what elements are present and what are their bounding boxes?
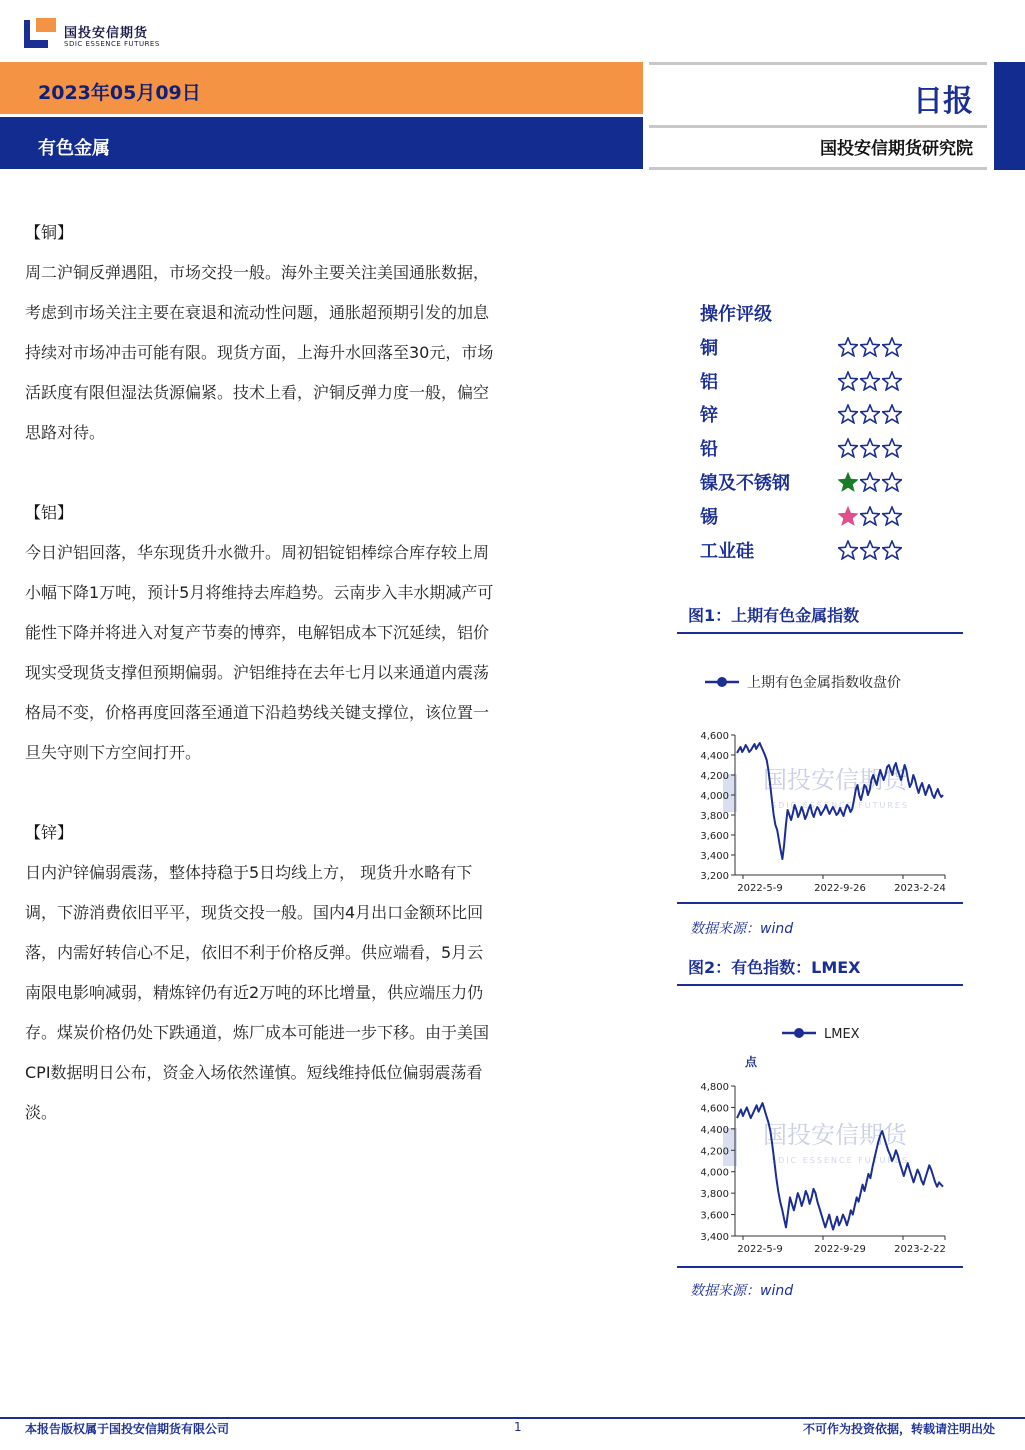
star-outline-icon — [882, 540, 902, 560]
y-tick-label: 4,200 — [700, 1146, 729, 1158]
star-outline-icon — [882, 438, 902, 458]
rating-item-name: 工业硅 — [700, 540, 754, 562]
paragraph-line: 旦失守则下方空间打开。 — [25, 743, 202, 762]
y-tick-label: 4,600 — [700, 1103, 729, 1115]
section-zinc — [25, 813, 610, 1133]
section-copper — [25, 213, 610, 453]
figure-2-source: 数据来源：wind — [690, 1283, 794, 1299]
rating-item-name: 锌 — [700, 405, 718, 427]
legend-label: LMEX — [824, 1027, 860, 1042]
y-tick-label: 3,200 — [700, 871, 729, 882]
section-title: 【铝】 — [25, 503, 74, 522]
report-type: 日报 — [913, 84, 973, 119]
rating-row — [700, 330, 960, 364]
company-logo — [24, 18, 224, 58]
x-tick-label: 2022-9-26 — [814, 883, 866, 894]
section-title: 【铜】 — [25, 223, 74, 242]
rating-item-name: 镍及不锈钢 — [700, 473, 790, 495]
rating-row — [700, 533, 960, 567]
logo-name-en: SDIC ESSENCE FUTURES — [64, 40, 160, 48]
report-date: 2023年05月09日 — [38, 82, 201, 104]
rating-stars — [838, 540, 902, 560]
star-filled-icon — [838, 472, 858, 492]
y-tick-label: 3,400 — [700, 1232, 729, 1243]
section-title: 【锌】 — [25, 823, 74, 842]
star-outline-icon — [860, 506, 880, 526]
rating-row — [700, 431, 960, 465]
star-outline-icon — [882, 404, 902, 424]
star-outline-icon — [838, 404, 858, 424]
y-tick-label: 3,800 — [700, 811, 729, 822]
star-outline-icon — [860, 438, 880, 458]
rating-row — [700, 465, 960, 499]
rating-item-name: 铅 — [700, 439, 718, 461]
paragraph-line: 日内沪锌偏弱震荡，整体持稳于5日均线上方， 现货升水略有下 — [25, 863, 473, 882]
figure-2-title: 图2：有色指数：LMEX — [688, 958, 861, 977]
star-outline-icon — [882, 371, 902, 391]
paragraph-line: 思路对待。 — [25, 423, 106, 442]
y-tick-label: 3,800 — [700, 1189, 729, 1201]
rating-row — [700, 364, 960, 398]
paragraph-line: 今日沪铝回落，华东现货升水微升。周初铝锭铝棒综合库存较上周 — [25, 543, 490, 562]
legend-label: 上期有色金属指数收盘价 — [747, 675, 901, 691]
x-tick-label: 2023-2-24 — [894, 883, 946, 894]
y-tick-label: 4,000 — [700, 1167, 729, 1179]
rating-row — [700, 398, 960, 432]
legend-marker — [717, 677, 727, 687]
paragraph-line: 能性下降并将进入对复产节奏的博弈，电解铝成本下沉延续，铝价 — [25, 623, 490, 642]
rating-stars — [838, 337, 902, 357]
y-tick-label: 3,600 — [700, 1210, 729, 1222]
rating-item-name: 铜 — [700, 337, 718, 359]
chart-watermark-en: SDIC ESSENCE FUTURES — [771, 801, 910, 811]
y-tick-label: 4,400 — [700, 1124, 729, 1136]
header-blue-tab — [994, 62, 1025, 170]
rating-item-name: 铝 — [700, 371, 718, 393]
rating-stars — [838, 371, 902, 391]
rating-stars — [838, 438, 902, 458]
star-outline-icon — [860, 472, 880, 492]
report-sector: 有色金属 — [38, 138, 110, 159]
figure-2-rule-bottom — [677, 1266, 963, 1268]
rating-rows — [700, 330, 960, 567]
star-outline-icon — [838, 540, 858, 560]
figure-1-chart — [677, 650, 963, 900]
figure-2-rule-top — [677, 984, 963, 986]
report-header-right — [649, 62, 987, 170]
y-tick-label: 4,800 — [700, 1082, 729, 1093]
y-tick-label: 4,200 — [700, 771, 729, 782]
page-number: 1 — [514, 1420, 522, 1434]
star-outline-icon — [838, 371, 858, 391]
footer-disclaimer: 不可作为投资依据，转载请注明出处 — [802, 1422, 995, 1436]
figure-1-source: 数据来源：wind — [690, 921, 794, 937]
chart-watermark-en: SDIC ESSENCE FUTURES — [771, 1156, 910, 1165]
paragraph-line: 存。煤炭价格仍处下跌通道，炼厂成本可能进一步下移。由于美国 — [25, 1023, 490, 1042]
star-outline-icon — [860, 404, 880, 424]
star-outline-icon — [838, 438, 858, 458]
rating-title: 操作评级 — [700, 304, 772, 325]
x-tick-label: 2023-2-22 — [894, 1244, 946, 1255]
x-tick-label: 2022-5-9 — [737, 883, 783, 894]
logo-mark-icon — [24, 18, 56, 50]
paragraph-line: 南限电影响减弱，精炼锌仍有近2万吨的环比增量，供应端压力仍 — [25, 983, 484, 1002]
y-tick-label: 4,600 — [700, 731, 729, 742]
section-gap — [25, 773, 610, 813]
star-outline-icon — [882, 472, 902, 492]
chart-watermark: 国投安信期货 — [763, 766, 907, 795]
y-unit-label: 点 — [745, 1055, 758, 1069]
star-outline-icon — [860, 371, 880, 391]
paragraph-line: 活跃度有限但湿法货源偏紧。技术上看，沪铜反弹力度一般，偏空 — [25, 383, 490, 402]
paragraph-line: 持续对市场冲击可能有限。现货方面，上海升水回落至30元，市场 — [25, 343, 494, 362]
legend-marker — [794, 1028, 804, 1038]
chart-legend — [705, 674, 901, 691]
chart-legend — [782, 1027, 860, 1042]
rating-row — [700, 499, 960, 533]
y-tick-label: 3,400 — [700, 851, 729, 862]
star-outline-icon — [838, 337, 858, 357]
institute-name: 国投安信期货研究院 — [820, 139, 973, 159]
paragraph-line: 格局不变，价格再度回落至通道下沿趋势线关键支撑位，该位置一 — [25, 703, 490, 722]
rating-stars — [838, 472, 902, 492]
y-tick-label: 3,600 — [700, 831, 729, 842]
rating-stars — [838, 506, 902, 526]
figure-1-rule-bottom — [677, 902, 963, 904]
x-tick-label: 2022-9-29 — [814, 1244, 866, 1255]
y-tick-label: 4,400 — [700, 751, 729, 762]
paragraph-line: 落，内需好转信心不足，依旧不利于价格反弹。供应端看，5月云 — [25, 943, 484, 962]
figure-2-chart — [677, 1005, 963, 1265]
paragraph-line: CPI数据明日公布，资金入场依然谨慎。短线维持低位偏弱震荡看 — [25, 1063, 483, 1082]
paragraph-line: 考虑到市场关注主要在衰退和流动性问题，通胀超预期引发的加息 — [25, 303, 490, 322]
report-body — [25, 213, 610, 1133]
figure-1-rule-top — [677, 632, 963, 634]
star-outline-icon — [860, 540, 880, 560]
y-tick-label: 4,000 — [700, 791, 729, 802]
star-outline-icon — [882, 337, 902, 357]
x-tick-label: 2022-5-9 — [737, 1244, 783, 1255]
paragraph-line: 淡。 — [25, 1103, 58, 1122]
logo-name-cn: 国投安信期货 — [64, 26, 149, 41]
rating-stars — [838, 404, 902, 424]
rating-table — [700, 300, 960, 567]
footer-rule — [0, 1417, 1025, 1419]
paragraph-line: 小幅下降1万吨，预计5月将维持去库趋势。云南步入丰水期减产可 — [25, 583, 494, 602]
section-gap — [25, 453, 610, 493]
header-rule-bottom — [649, 167, 987, 170]
paragraph-line: 现实受现货支撑但预期偏弱。沪铝维持在去年七月以来通道内震荡 — [25, 663, 490, 682]
star-outline-icon — [860, 337, 880, 357]
star-outline-icon — [882, 506, 902, 526]
paragraph-line: 周二沪铜反弹遇阻，市场交投一般。海外主要关注美国通胀数据， — [25, 263, 490, 282]
star-filled-icon — [838, 506, 858, 526]
header-rule-top — [649, 62, 987, 65]
rating-item-name: 锡 — [700, 506, 718, 528]
footer-copyright: 本报告版权属于国投安信期货有限公司 — [25, 1422, 230, 1436]
figure-1-title: 图1：上期有色金属指数 — [688, 606, 860, 625]
header-rule-middle — [649, 125, 987, 128]
paragraph-line: 调，下游消费依旧平平，现货交投一般。国内4月出口金额环比回 — [25, 903, 484, 922]
chart-watermark: 国投安信期货 — [763, 1121, 907, 1149]
section-aluminium — [25, 493, 610, 773]
